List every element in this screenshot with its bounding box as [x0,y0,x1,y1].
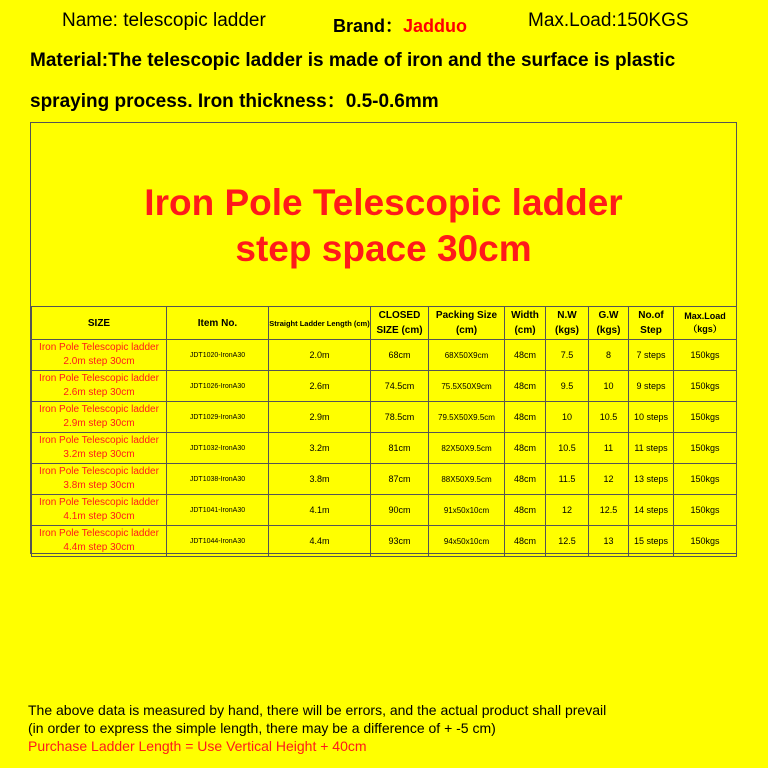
main-title-line-1: Iron Pole Telescopic ladder [144,182,623,223]
cell-steps: 11 steps [629,433,674,464]
col-nw: N.W (kgs) [546,307,589,340]
cell-max-load: 150kgs [674,371,737,402]
cell-item-no: JDT1041-IronA30 [167,495,269,526]
cell-gw: 11 [589,433,629,464]
col-gw: G.W (kgs) [589,307,629,340]
cell-width: 48cm [505,402,546,433]
cell-gw: 10.5 [589,402,629,433]
cell-closed-size: 90cm [371,495,429,526]
table-row [32,464,737,495]
cell-steps: 9 steps [629,371,674,402]
col-item-no: Item No. [167,307,269,340]
cell-max-load: 150kgs [674,526,737,557]
cell-max-load: 150kgs [674,464,737,495]
cell-width: 48cm [505,495,546,526]
product-name: Name: telescopic ladder [62,10,266,31]
cell-steps: 13 steps [629,464,674,495]
table-row [32,526,737,557]
cell-item-no: JDT1038-IronA30 [167,464,269,495]
cell-steps: 10 steps [629,402,674,433]
cell-packing-size: 75.5X50X9cm [429,371,505,402]
cell-steps: 7 steps [629,340,674,371]
col-steps: No.of Step [629,307,674,340]
cell-packing-size: 68X50X9cm [429,340,505,371]
footer-note-2: (in order to express the simple length, there may be a difference of + -5 cm) [28,720,496,736]
main-title-line-2: step space 30cm [235,228,532,269]
material-line-2: spraying process. Iron thickness：0.5-0.6mm [30,91,439,112]
cell-closed-size: 93cm [371,526,429,557]
table-row [32,371,737,402]
cell-steps: 14 steps [629,495,674,526]
cell-straight-length: 4.1m [269,495,371,526]
cell-max-load: 150kgs [674,340,737,371]
cell-size: Iron Pole Telescopic ladder 3.2m step 30cm [32,433,167,464]
cell-gw: 12.5 [589,495,629,526]
cell-packing-size: 82X50X9.5cm [429,433,505,464]
cell-size: Iron Pole Telescopic ladder 4.4m step 30cm [32,526,167,557]
table-row [32,495,737,526]
material-line-1: Material:The telescopic ladder is made of iron and the surface is plastic [30,50,676,71]
cell-closed-size: 74.5cm [371,371,429,402]
cell-item-no: JDT1032-IronA30 [167,433,269,464]
col-width: Width (cm) [505,307,546,340]
cell-size: Iron Pole Telescopic ladder 3.8m step 30cm [32,464,167,495]
footer-note-1: The above data is measured by hand, there will be errors, and the actual product shall prevail [28,702,607,718]
cell-closed-size: 87cm [371,464,429,495]
cell-straight-length: 2.9m [269,402,371,433]
cell-width: 48cm [505,340,546,371]
cell-straight-length: 3.8m [269,464,371,495]
table-header-row [32,307,737,340]
max-load: Max.Load:150KGS [528,10,689,31]
cell-straight-length: 2.6m [269,371,371,402]
cell-item-no: JDT1029-IronA30 [167,402,269,433]
cell-nw: 12.5 [546,526,589,557]
cell-width: 48cm [505,433,546,464]
cell-max-load: 150kgs [674,402,737,433]
cell-max-load: 150kgs [674,495,737,526]
col-closed-size: CLOSED SIZE (cm) [371,307,429,340]
cell-straight-length: 2.0m [269,340,371,371]
cell-size: Iron Pole Telescopic ladder 2.0m step 30cm [32,340,167,371]
col-max-load: Max.Load（kgs） [674,307,737,340]
cell-gw: 12 [589,464,629,495]
cell-straight-length: 3.2m [269,433,371,464]
cell-item-no: JDT1026-IronA30 [167,371,269,402]
table-row [32,402,737,433]
spec-panel [30,122,737,554]
cell-packing-size: 79.5X50X9.5cm [429,402,505,433]
cell-nw: 10 [546,402,589,433]
cell-width: 48cm [505,371,546,402]
cell-width: 48cm [505,464,546,495]
cell-closed-size: 78.5cm [371,402,429,433]
cell-nw: 10.5 [546,433,589,464]
cell-packing-size: 88X50X9.5cm [429,464,505,495]
table-row [32,340,737,371]
cell-size: Iron Pole Telescopic ladder 2.9m step 30cm [32,402,167,433]
cell-size: Iron Pole Telescopic ladder 2.6m step 30cm [32,371,167,402]
cell-max-load: 150kgs [674,433,737,464]
cell-packing-size: 91x50x10cm [429,495,505,526]
cell-gw: 10 [589,371,629,402]
cell-nw: 11.5 [546,464,589,495]
cell-gw: 13 [589,526,629,557]
brand-value: Jadduo [403,16,468,36]
spec-table [31,306,737,557]
col-packing-size: Packing Size (cm) [429,307,505,340]
cell-nw: 12 [546,495,589,526]
cell-packing-size: 94x50x10cm [429,526,505,557]
cell-steps: 15 steps [629,526,674,557]
cell-nw: 7.5 [546,340,589,371]
table-row [32,433,737,464]
cell-straight-length: 4.4m [269,526,371,557]
cell-item-no: JDT1020-IronA30 [167,340,269,371]
cell-width: 48cm [505,526,546,557]
footer-note-3: Purchase Ladder Length = Use Vertical Height + 40cm [28,738,367,754]
cell-size: Iron Pole Telescopic ladder 4.1m step 30cm [32,495,167,526]
brand-label: Brand： [333,16,404,36]
cell-closed-size: 68cm [371,340,429,371]
col-straight-length: Straight Ladder Length (cm) [269,307,371,340]
cell-item-no: JDT1044-IronA30 [167,526,269,557]
cell-closed-size: 81cm [371,433,429,464]
col-size: SIZE [32,307,167,340]
cell-nw: 9.5 [546,371,589,402]
cell-gw: 8 [589,340,629,371]
